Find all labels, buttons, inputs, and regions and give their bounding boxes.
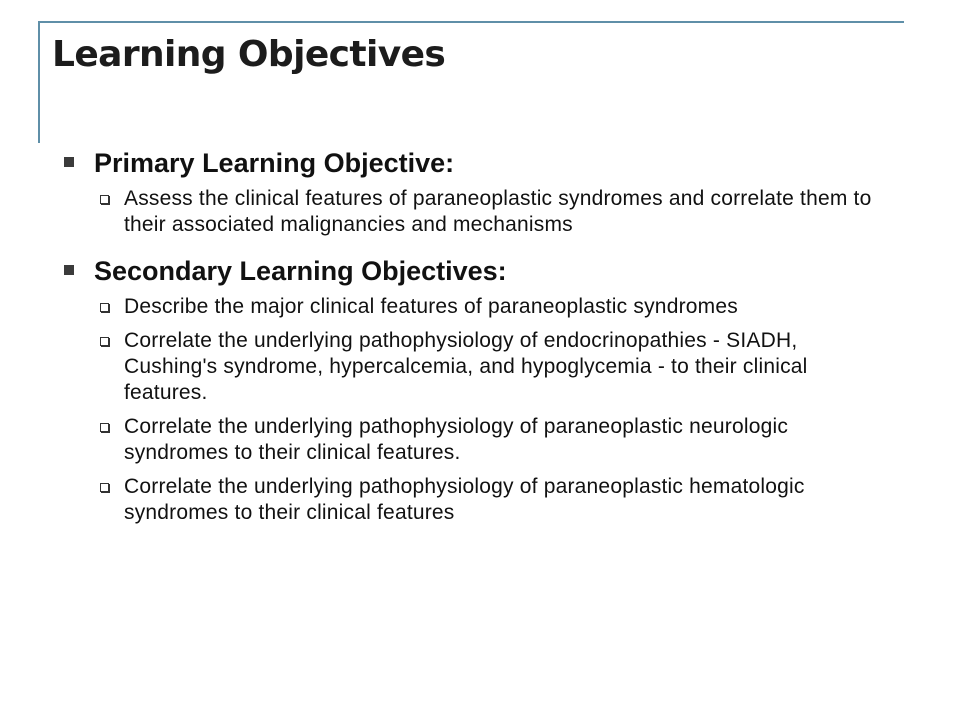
secondary-objectives-section: [58, 254, 918, 526]
title-frame-left-rule: [38, 21, 40, 143]
slide-title: Learning Objectives: [52, 34, 446, 75]
square-bullet-icon: [64, 157, 74, 167]
hollow-square-bullet-icon: [100, 483, 109, 492]
primary-objective-list: [58, 186, 918, 238]
section-heading: Primary Learning Objective:: [94, 148, 455, 178]
list-item-text: Correlate the underlying pathophysiology of paraneoplastic neurologic syndromes to their clinical features.: [124, 415, 789, 464]
hollow-square-bullet-icon: [100, 195, 109, 204]
primary-objective-section: [58, 146, 918, 238]
list-item-text: Correlate the underlying pathophysiology of paraneoplastic hematologic syndromes to their clinical features: [124, 475, 805, 524]
list-item: [100, 414, 918, 466]
secondary-objectives-list: [58, 294, 918, 526]
hollow-square-bullet-icon: [100, 303, 109, 312]
hollow-square-bullet-icon: [100, 423, 109, 432]
list-item-text: Assess the clinical features of paraneoplastic syndromes and correlate them to their associated malignancies and mechanisms: [124, 187, 872, 236]
list-item: [100, 294, 918, 320]
title-frame-top-rule: [38, 21, 904, 23]
hollow-square-bullet-icon: [100, 337, 109, 346]
square-bullet-icon: [64, 265, 74, 275]
list-item: [100, 474, 918, 526]
list-item-text: Correlate the underlying pathophysiology of endocrinopathies - SIADH, Cushing's syndrome, hypercalcemia, and hypoglycemia - to their clinical features.: [124, 329, 808, 404]
list-item: [100, 328, 918, 406]
section-spacer: [58, 246, 918, 254]
list-item-text: Describe the major clinical features of paraneoplastic syndromes: [124, 295, 738, 318]
section-heading-row: [58, 146, 918, 180]
list-item: [100, 186, 918, 238]
slide-content: [58, 146, 918, 534]
section-heading-row: [58, 254, 918, 288]
section-heading: Secondary Learning Objectives:: [94, 256, 507, 286]
